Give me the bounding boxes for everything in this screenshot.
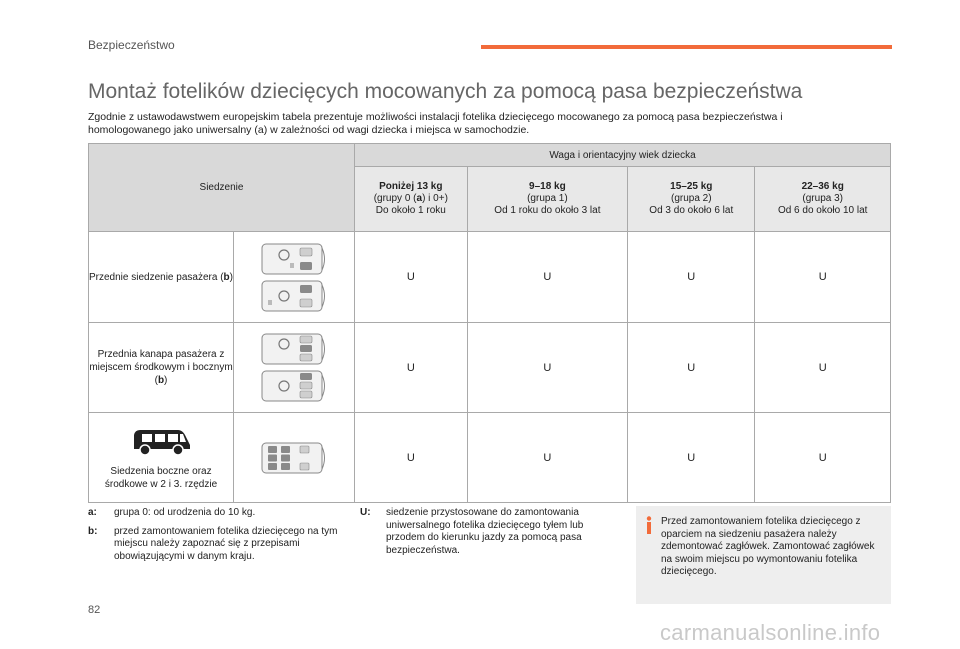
value-cell: U: [355, 413, 468, 503]
table-row: [89, 413, 891, 503]
footnote-key: a:: [88, 507, 97, 518]
seat-diagram-cell: [234, 323, 355, 413]
value-cell: U: [628, 413, 755, 503]
age-label: Od 6 do około 10 lat: [777, 205, 868, 216]
footnote-a: [88, 507, 348, 520]
table-row: [89, 232, 891, 323]
car-seat-diagram-icon: [260, 441, 328, 475]
footnote-u: [360, 507, 622, 557]
weight-header: Waga i orientacyjny wiek dziecka: [355, 144, 891, 167]
seat-diagram-cell: [234, 232, 355, 323]
value-cell: U: [628, 232, 755, 323]
footnote-text: przed zamontowaniem fotelika dziecięcego na tym miejscu należy zapoznać się z przepisami obowiązującymi w danym kraju.: [114, 525, 338, 562]
table-row: [89, 323, 891, 413]
group-label: (grupa 1): [527, 193, 568, 204]
car-seat-diagram-icon: [260, 369, 328, 403]
age-label: Od 1 roku do około 3 lat: [494, 205, 601, 216]
van-icon: [130, 425, 192, 457]
info-text: Przed zamontowaniem fotelika dziecięcego z oparciem na siedzeniu pasażera należy zdemontować zagłówek. Zamontować zagłówek na swoim miejscu po wymontowaniu fotelika dziecięcego.: [661, 516, 875, 577]
column-header: [355, 167, 468, 232]
group-label: ) i 0+): [422, 193, 448, 204]
weight-label: 9–18 kg: [529, 181, 566, 192]
footnote-key: U:: [360, 507, 371, 518]
seat-name: Przednia kanapa pasażera z miejscem środkowym i bocznym (b): [89, 323, 234, 413]
weight-label: 22–36 kg: [801, 181, 844, 192]
footnotes: [88, 507, 348, 569]
weight-label: Poniżej 13 kg: [379, 181, 443, 192]
seat-diagram-cell: [234, 413, 355, 503]
page-number: 82: [88, 604, 101, 616]
value-cell: U: [467, 323, 628, 413]
value-cell: U: [467, 232, 628, 323]
footnote-text: grupa 0: od urodzenia do 10 kg.: [114, 507, 256, 518]
weight-label: 15–25 kg: [670, 181, 713, 192]
group-label: (grupa 2): [670, 193, 712, 204]
group-label: (grupy 0 (: [373, 193, 417, 204]
footnote-key: b:: [88, 525, 98, 537]
value-cell: U: [355, 232, 468, 323]
info-box: [636, 506, 891, 604]
value-cell: U: [628, 323, 755, 413]
info-icon: [645, 516, 653, 534]
value-cell: U: [467, 413, 628, 503]
seat-name: Przednie siedzenie pasażera (b): [89, 232, 234, 323]
accent-bar: [481, 45, 892, 49]
group-label: (grupa 3): [802, 193, 843, 204]
column-header: [755, 167, 891, 232]
footnote-text: siedzenie przystosowane do zamontowania uniwersalnego fotelika dziecięcego tyłem lub przodem do kierunku jazdy za pomocą pasa bezpieczeństwa.: [386, 507, 584, 556]
car-seat-diagram-icon: [260, 279, 328, 313]
page-title: Montaż fotelików dziecięcych mocowanych za pomocą pasa bezpieczeństwa: [88, 80, 803, 104]
footnote-b: [88, 526, 348, 564]
value-cell: U: [755, 232, 891, 323]
seat-name: Siedzenia boczne oraz środkowe w 2 i 3. rzędzie: [89, 413, 234, 503]
child-seat-table: [88, 143, 891, 503]
age-label: Od 3 do około 6 lat: [649, 205, 734, 216]
car-seat-diagram-icon: [260, 242, 328, 276]
car-seat-diagram-icon: [260, 332, 328, 366]
seat-column-header: Siedzenie: [89, 144, 355, 232]
value-cell: U: [755, 323, 891, 413]
value-cell: U: [355, 323, 468, 413]
value-cell: U: [755, 413, 891, 503]
watermark: carmanualsonline.info: [660, 620, 881, 645]
column-header: [467, 167, 628, 232]
age-label: Do około 1 roku: [375, 205, 446, 216]
column-header: [628, 167, 755, 232]
section-title: Bezpieczeństwo: [88, 38, 175, 52]
intro-paragraph: Zgodnie z ustawodawstwem europejskim tabela prezentuje możliwości instalacji fotelika dziecięcego mocowanego za pomocą pasa bezpieczeństwa i homologowanego jako uniwersalny (a) w zależności od wagi dziecka i miejsca w samochodzie.: [88, 110, 783, 136]
group-footnote: a: [416, 193, 423, 204]
